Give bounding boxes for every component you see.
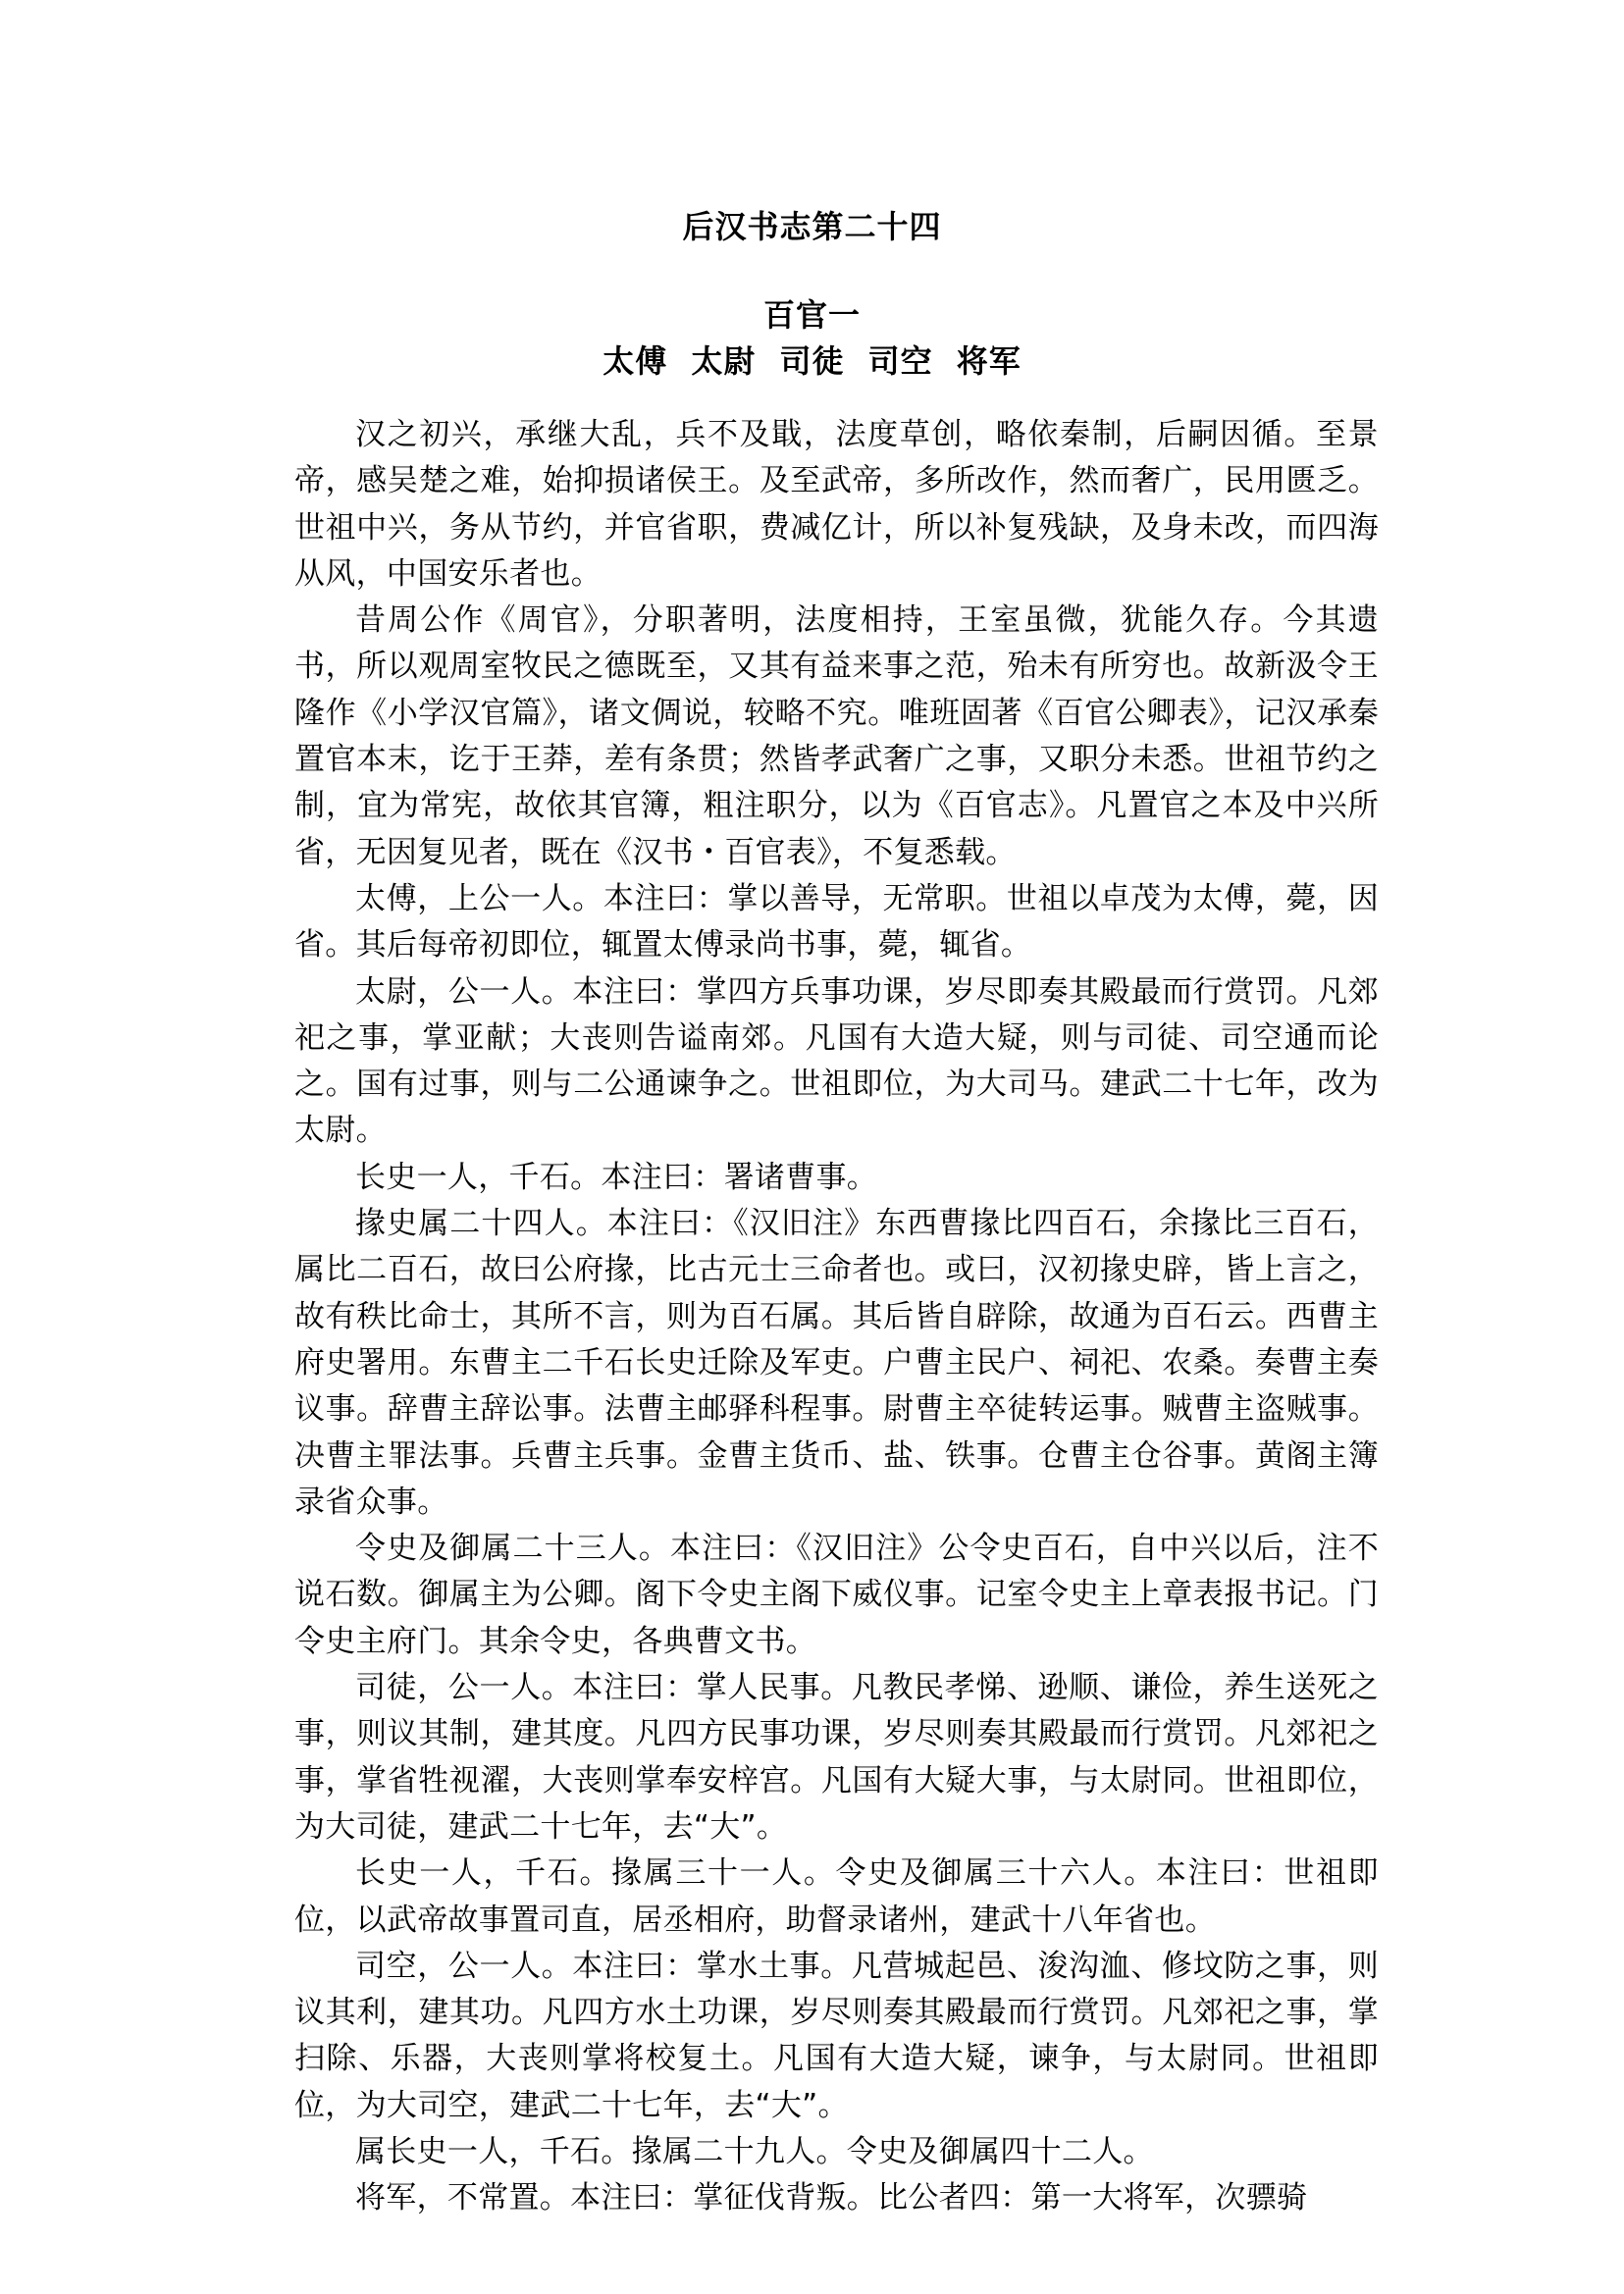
paragraph-taiwei-yuanshi: 掾史属二十四人。本注曰：《汉旧注》东西曹掾比四百石，余掾比三百石，属比二百石，故曰公府掾，比古元士三命者也。或曰，汉初掾史辟，皆上言之，故有秩比命士，其所不言，则为百石属。其后皆自辟除，故通为百石云。西曹主府史署用。东曹主二千石长史迁除及军吏。户曹主民户、祠祀、农桑。奏曹主奏议事。辞曹主辞讼事。法曹主邮驿科程事。尉曹主卒徒转运事。贼曹主盗贼事。决曹主罪法事。兵曹主兵事。金曹主货币、盐、铁事。仓曹主仓谷事。黄阁主簿录省众事。 xyxy=(294,1206,1379,1520)
section-title: 百官一 xyxy=(762,296,861,334)
paragraph-intro: 汉之初兴，承继大乱，兵不及戢，法度草创，略依秦制，后嗣因循。至景帝，感吴楚之难，始抑损诸侯王。及至武帝，多所改作，然而奢广，民用匮乏。世祖中兴，务从节约，并官省职，费减亿计，所以补复残缺，及身未改，而四海从风，中国安乐者也。 xyxy=(294,417,1379,592)
body-text xyxy=(294,412,1379,2222)
paragraph-sikong-shuzhangshi: 属长史一人，千石。掾属二十九人。令史及御属四十二人。 xyxy=(355,2133,1154,2169)
paragraph-situ: 司徒，公一人。本注曰：掌人民事。凡教民孝悌、逊顺、谦俭，养生送死之事，则议其制，建其度。凡四方民事功课，岁尽则奏其殿最而行赏罚。凡郊祀之事，掌省牲视濯，大丧则掌奉安梓宫。凡国有大疑大事，与太尉同。世祖即位，为大司徒，建武二十七年，去“大”。 xyxy=(294,1670,1379,1845)
paragraph-sikong: 司空，公一人。本注曰：掌水土事。凡营城起邑、浚沟洫、修坟防之事，则议其利，建其功。凡四方水土功课，岁尽则奏其殿最而行赏罚。凡郊祀之事，掌扫除、乐器，大丧则掌将校复土。凡国有大造大疑，谏争，与太尉同。世祖即位，为大司空，建武二十七年，去“大”。 xyxy=(294,1948,1379,2123)
paragraph-situ-zhangshi: 长史一人，千石。掾属三十一人。令史及御属三十六人。本注曰：世祖即位，以武帝故事置司直，居丞相府，助督录诸州，建武十八年省也。 xyxy=(294,1855,1379,1938)
page-title: 后汉书志第二十四 xyxy=(682,208,942,245)
paragraph-taifu: 太傅，上公一人。本注曰：掌以善导，无常职。世祖以卓茂为太傅，薨，因省。其后每帝初即位，辄置太傅录尚书事，薨，辄省。 xyxy=(294,880,1379,964)
paragraph-jiangjun: 将军，不常置。本注曰：掌征伐背叛。比公者四：第一大将军，次骠骑 xyxy=(355,2180,1308,2216)
paragraph-taiwei-zhangshi: 长史一人，千石。本注曰：署诸曹事。 xyxy=(355,1159,878,1195)
paragraph-zhouguan: 昔周公作《周官》，分职著明，法度相持，王室虽微，犹能久存。今其遗书，所以观周室牧民之德既至，又其有益来事之范，殆未有所穷也。故新汲令王隆作《小学汉官篇》，诸文倜说，较略不究。唯班固著《百官公卿表》，记汉承秦置官本末，讫于王莽，差有条贯；然皆孝武奢广之事，又职分未悉。世祖节约之制，宜为常宪，故依其官簿，粗注职分，以为《百官志》。凡置官之本及中兴所省，无因复见者，既在《汉书・百官表》，不复悉载。 xyxy=(294,602,1379,870)
paragraph-taiwei-lingshi: 令史及御属二十三人。本注曰：《汉旧注》公令史百石，自中兴以后，注不说石数。御属主为公卿。阁下令史主阁下威仪事。记室令史主上章表报书记。门令史主府门。其余令史，各典曹文书。 xyxy=(294,1531,1379,1659)
section-subtitle: 太傅 太尉 司徒 司空 将军 xyxy=(602,342,1022,380)
paragraph-taiwei: 太尉，公一人。本注曰：掌四方兵事功课，岁尽即奏其殿最而行赏罚。凡郊祀之事，掌亚献；大丧则告谥南郊。凡国有大造大疑，则与司徒、司空通而论之。国有过事，则与二公通谏争之。世祖即位，为大司马。建武二十七年，改为太尉。 xyxy=(294,973,1379,1149)
